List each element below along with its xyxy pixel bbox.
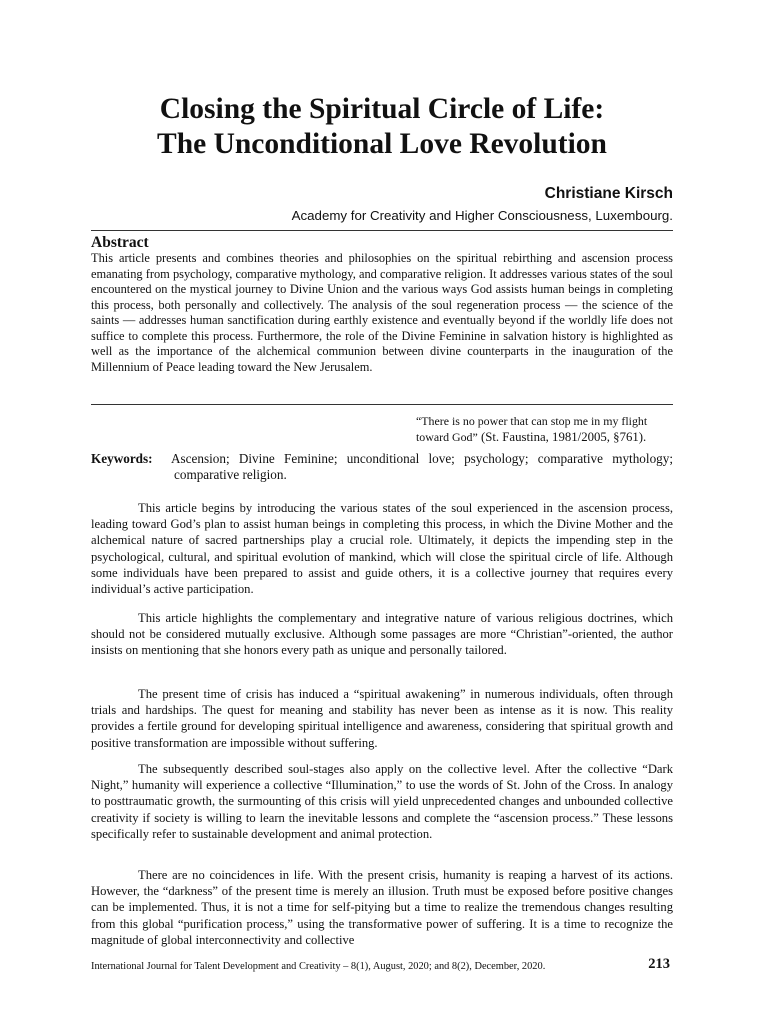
epigraph — [416, 413, 673, 445]
title-line-1: Closing the Spiritual Circle of Life: — [159, 93, 605, 125]
paragraph-text: The present time of crisis has induced a “spiritual awakening” in numerous individuals, often through trials and hardships. The quest for meaning and stability has never been as intense as it is now. This reality provides a fertile ground for developing spiritual intelligence and awareness, considering that spiritual growth and positive transformation are impossible without suffering. — [91, 687, 673, 750]
body-paragraph-1 — [91, 500, 673, 597]
journal-footer: International Journal for Talent Development and Creativity – 8(1), August, 2020; and 8(2), December, 2020. — [91, 961, 546, 972]
page-number: 213 — [648, 956, 670, 972]
title-line-2: The Unconditional Love Revolution — [157, 128, 607, 160]
author-name: Christiane Kirsch — [544, 185, 673, 202]
abstract-bottom-divider — [91, 404, 673, 405]
epigraph-quote-end: toward God” — [416, 430, 478, 444]
keywords-label: Keywords: — [91, 451, 153, 466]
paragraph-text: The subsequently described soul-stages also apply on the collective level. After the collective “Dark Night,” humanity will experience a collective “Illumination,” to use the words of St. John of the Cross. In analogy to posttraumatic growth, the surmounting of this crisis will yield unprecedented changes and unbounded collective creativity if society is willing to learn the inevitable lessons and complete the “ascension process.” These lessons specifically refer to sustainable development and animal protection. — [91, 762, 673, 841]
body-paragraph-5 — [91, 867, 673, 948]
epigraph-citation: (St. Faustina, 1981/2005, §761). — [477, 430, 647, 444]
body-paragraph-4 — [91, 761, 673, 842]
keywords-list: Ascension; Divine Feminine; unconditional love; psychology; comparative mythology; comparative religion. — [171, 451, 674, 483]
paragraph-text: There are no coincidences in life. With the present crisis, humanity is reaping a harvest of its actions. However, the “darkness” of the present time is merely an illusion. Truth must be exposed before positive changes can be implemented. Thus, it is not a time for self-pitying but a time to realize the tremendous changes resulting from this global “purification process,” using the transformative power of suffering. It is a time to recognize the magnitude of global interconnectivity and collective — [91, 868, 673, 947]
abstract-top-divider — [91, 230, 673, 231]
abstract-heading: Abstract — [91, 234, 149, 251]
keywords-block — [91, 451, 673, 484]
epigraph-line-1: “There is no power that can stop me in my flight — [416, 414, 648, 428]
paragraph-text: This article begins by introducing the various states of the soul experienced in the ascension process, leading toward God’s plan to assist human beings in completing this process, in which the Divine Mother and the alchemical nature of sacred partnerships play a crucial role. Ultimately, it depicts the impending step in the psychological, cultural, and spiritual evolution of mankind, which will close the spiritual circle of life. Although some individuals have been prepared to assist and guide others, it is a collective journey that requires every individual’s active participation. — [91, 501, 673, 597]
paragraph-text: This article highlights the complementary and integrative nature of various religious doctrines, which should not be considered mutually exclusive. Although some passages are more “Christian”-oriented, the author insists on mentioning that she honors every path as unique and personally tailored. — [91, 611, 673, 658]
author-affiliation: Academy for Creativity and Higher Consciousness, Luxembourg. — [291, 208, 673, 223]
epigraph-line-2 — [416, 429, 673, 445]
article-page — [91, 0, 673, 1024]
body-paragraph-2 — [91, 610, 673, 659]
article-title — [91, 92, 673, 162]
abstract-text: This article presents and combines theories and philosophies on the spiritual rebirthing and ascension process emanating from psychology, comparative mythology, and comparative religion. It addresses various states of the soul encountered on the mystical journey to Divine Union and the various ways God assists human beings in completing this process, both personally and collectively. The analysis of the soul regeneration process — the science of the saints — addresses human sanctification during earthly existence and eventually beyond if the worldly life does not suffice to complete this process. Furthermore, the role of the Divine Feminine in salvation history is highlighted as well as the importance of the alchemical communion between divine counterparts in the inauguration of the Millennium of Peace leading toward the New Jerusalem. — [91, 251, 673, 374]
body-paragraph-3 — [91, 686, 673, 751]
